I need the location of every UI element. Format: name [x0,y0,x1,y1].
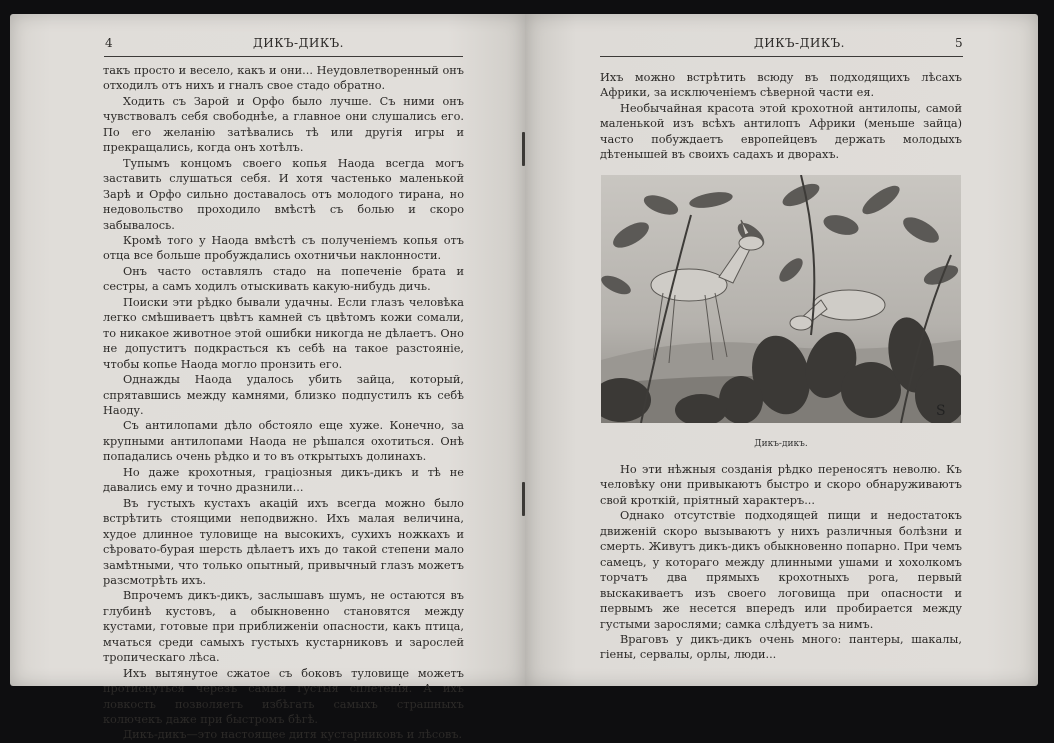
dik-dik-illustration [601,175,961,423]
right-page-text-top [600,70,962,163]
paragraph: Ихъ вытянутое сжатое съ боковъ туловище можетъ протиснуться черезъ самыя густыя сплетенія. А ихъ ловкость позволяетъ избѣгать самыхъ страшныхъ колючекъ даже при быстромъ бѣгѣ. [103,666,464,727]
paragraph: Но эти нѣжныя созданія рѣдко переносятъ неволю. Къ человѣку они привыкаютъ быстро и скоро обнаруживаютъ свой кроткій, пріятный характеръ... [600,463,962,507]
paragraph: Однажды Наода удалось убить зайца, который, спрятавшись между камнями, близко подпустилъ къ себѣ Наоду. [103,373,464,417]
svg-text:S: S [936,403,946,419]
paragraph: Онъ часто оставлялъ стадо на попеченіе брата и сестры, а самъ ходилъ отыскивать какую-нибудь дичь. [103,264,464,294]
paragraph: Впрочемъ дикъ-дикъ, заслышавъ шумъ, не остаются въ глубинѣ кустовъ, а обыкновенно становятся между кустами, готовые при приближеніи опасности, какъ птица, мчаться среди самыхъ густыхъ кустарниковъ и зарослей тропическаго лѣса. [103,589,464,665]
paragraph: Поиски эти рѣдко бывали удачны. Если глазъ человѣка легко смѣшиваетъ цвѣтъ камней съ цвѣтомъ кожи сомали, то никакое животное этой ошибки никогда не дѣлаетъ. Оно не допуститъ подкрасться къ себѣ на такое разстояніе, чтобы копье Наода могло пронзить его. [103,295,464,371]
left-running-title: ДИКЪ-ДИКЪ. [253,36,344,50]
paragraph: Необычайная красота этой крохотной антилопы, самой маленькой изъ всѣхъ антилопъ Африки (меньше зайца) часто побуждаетъ европейцевъ держать молодыхъ дѣтенышей въ своихъ садахъ и дворахъ. [600,101,962,162]
paragraph: Кромѣ того у Наода вмѣстѣ съ полученіемъ копья отъ отца все больше пробуждались охотничьи наклонности. [103,233,464,263]
paragraph: Съ антилопами дѣло обстояло еще хуже. Конечно, за крупными антилопами Наода не рѣшался охотиться. Онѣ попадались очень рѣдко и то въ открытыхъ долинахъ. [103,419,464,464]
left-page-text [103,63,464,743]
paragraph: Тупымъ концомъ своего копья Наода всегда могъ заставить слушаться себя. И хотя частенько маленькой Зарѣ и Орфо сильно доставалось отъ молодого тирана, но недовольство проходило вмѣстѣ съ болью и скоро забывалось. [103,156,464,232]
paragraph: такъ просто и весело, какъ и они... Неудовлетворенный онъ отходилъ отъ нихъ и гналъ свое стадо обратно. [103,64,464,93]
paragraph: Ихъ можно встрѣтить всюду въ подходящихъ лѣсахъ Африки, за исключеніемъ сѣверной части ея. [600,71,962,100]
right-header-rule [600,56,963,57]
right-page-number: 5 [955,36,964,50]
paragraph: Однако отсутствіе подходящей пищи и недостатокъ движеній скоро вызываютъ у нихъ различныя болѣзни и смерть. Живутъ дикъ-дикъ обыкновенно попарно. При чемъ самецъ, у котораго между длинными ушами и хохолкомъ торчатъ два прямыхъ крохотныхъ рога, первый выскакиваетъ изъ своего логовища при опасности и первымъ же несется впередъ или пробирается между густыми зарослями; самка слѣдуетъ за нимъ. [600,509,962,631]
paragraph: Дикъ-дикъ—это настоящее дитя кустарниковъ и лѣсовъ. [123,728,463,742]
illustration-caption: Дикъ-дикъ. [754,439,808,449]
binding-staple-bottom [522,482,525,516]
left-page-number: 4 [105,36,114,50]
paragraph: Но даже крохотныя, граціозныя дикъ-дикъ и тѣ не давались ему и точно дразнили... [103,465,464,495]
paragraph: Враговъ у дикъ-дикъ очень много: пантеры, шакалы, гіены, сервалы, орлы, люди... [600,632,962,662]
right-page-text-bottom [600,462,962,663]
paragraph: Въ густыхъ кустахъ акацій ихъ всегда можно было встрѣтить стоящими неподвижно. Ихъ малая величина, худое длинное туловище на высокихъ, сухихъ ножкахъ и сѣровато-бурая шерсть дѣлаетъ ихъ до такой степени мало замѣтными, что только опытный, привычный глазъ можетъ разсмотрѣть ихъ. [103,496,464,587]
right-running-title: ДИКЪ-ДИКЪ. [754,36,845,50]
paragraph: Ходить съ Зарой и Орфо было лучше. Съ ними онъ чувствовалъ себя свободнѣе, а главное они слушались его. По его желанію затѣвались тѣ или другія игры и прекращались, когда онъ хотѣлъ. [103,94,464,155]
left-header-rule [104,56,463,57]
binding-staple-top [522,132,525,166]
